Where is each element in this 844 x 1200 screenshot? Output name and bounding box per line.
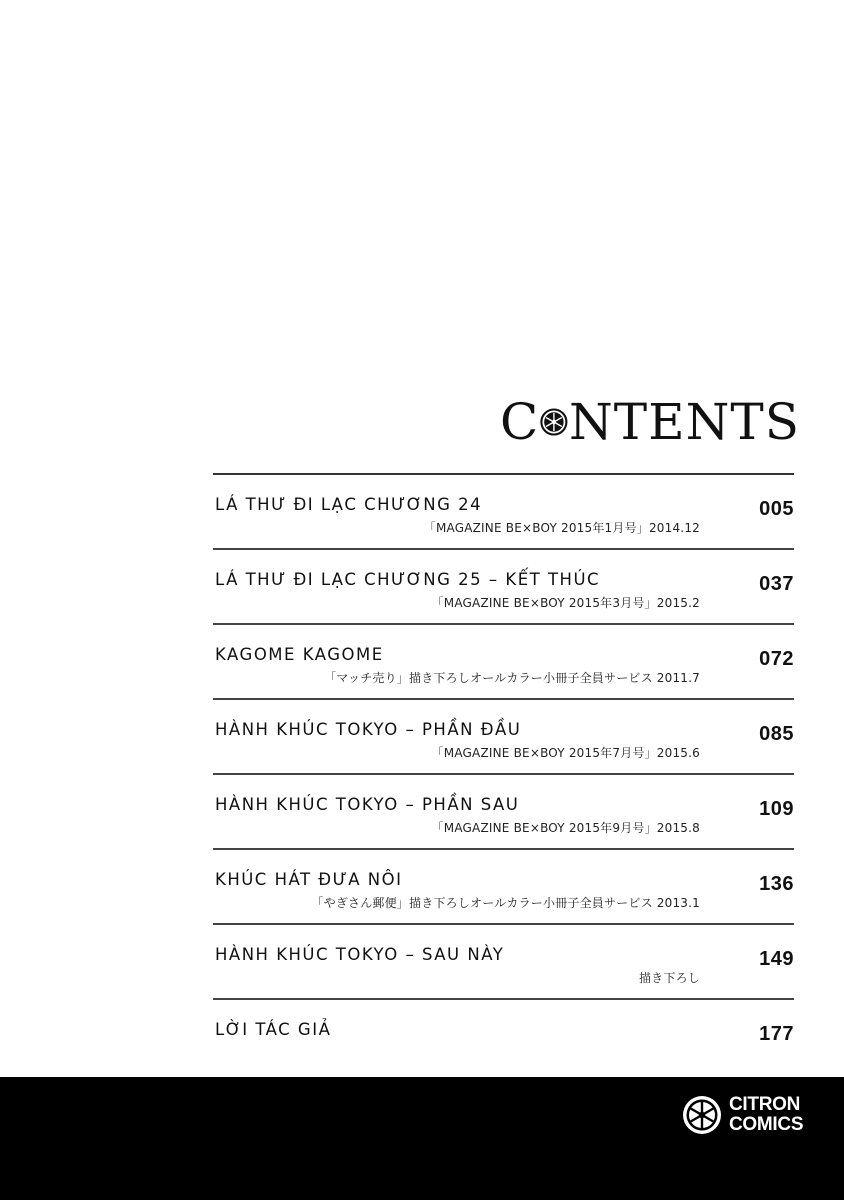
toc-entry[interactable] — [213, 925, 794, 1000]
toc-entry[interactable] — [213, 1000, 794, 1073]
entry-page-number: 149 — [759, 948, 794, 970]
contents-heading — [500, 392, 800, 452]
entry-title: HÀNH KHÚC TOKYO – PHẦN SAU — [215, 795, 520, 814]
entry-title: KAGOME KAGOME — [215, 645, 384, 664]
entry-source: 「やぎさん郵便」描き下ろしオールカラー小冊子全員サービス 2013.1 — [311, 896, 700, 910]
toc-entry[interactable] — [213, 775, 794, 850]
entry-source: 「マッチ売り」描き下ろしオールカラー小冊子全員サービス 2011.7 — [324, 671, 700, 685]
toc-entry[interactable] — [213, 625, 794, 700]
toc-entry[interactable] — [213, 475, 794, 550]
entry-title: HÀNH KHÚC TOKYO – PHẦN ĐẦU — [215, 720, 522, 739]
toc-entry[interactable] — [213, 550, 794, 625]
entry-source: 「MAGAZINE BE×BOY 2015年1月号」2014.12 — [423, 521, 700, 535]
entry-page-number: 136 — [759, 873, 794, 895]
entry-page-number: 005 — [759, 498, 794, 520]
entry-source: 描き下ろし — [638, 971, 700, 985]
entry-page-number: 085 — [759, 723, 794, 745]
toc-entry[interactable] — [213, 700, 794, 775]
entry-page-number: 037 — [759, 573, 794, 595]
entry-source: 「MAGAZINE BE×BOY 2015年3月号」2015.2 — [431, 596, 700, 610]
citron-logo-icon — [681, 1094, 723, 1136]
publisher-logo — [681, 1092, 803, 1138]
logo-line-2: COMICS — [729, 1114, 804, 1135]
entry-source: 「MAGAZINE BE×BOY 2015年9月号」2015.8 — [431, 821, 700, 835]
heading-text-after: NTENTS — [569, 393, 800, 451]
logo-line-1: CITRON — [729, 1094, 801, 1115]
heading-text-before: C — [500, 393, 540, 451]
entry-title: LÁ THƯ ĐI LẠC CHƯƠNG 25 – KẾT THÚC — [215, 570, 601, 589]
lemon-slice-icon — [540, 402, 568, 442]
logo-wordmark — [729, 1095, 803, 1135]
entry-page-number: 072 — [759, 648, 794, 670]
entry-title: LỜI TÁC GIẢ — [215, 1020, 332, 1039]
toc-entry[interactable] — [213, 850, 794, 925]
entry-page-number: 109 — [759, 798, 794, 820]
entry-title: HÀNH KHÚC TOKYO – SAU NÀY — [215, 945, 505, 964]
table-of-contents — [213, 473, 794, 1073]
entry-title: KHÚC HÁT ĐƯA NÔI — [215, 870, 403, 889]
entry-title: LÁ THƯ ĐI LẠC CHƯƠNG 24 — [215, 495, 483, 514]
entry-source: 「MAGAZINE BE×BOY 2015年7月号」2015.6 — [431, 746, 700, 760]
entry-page-number: 177 — [759, 1023, 794, 1045]
